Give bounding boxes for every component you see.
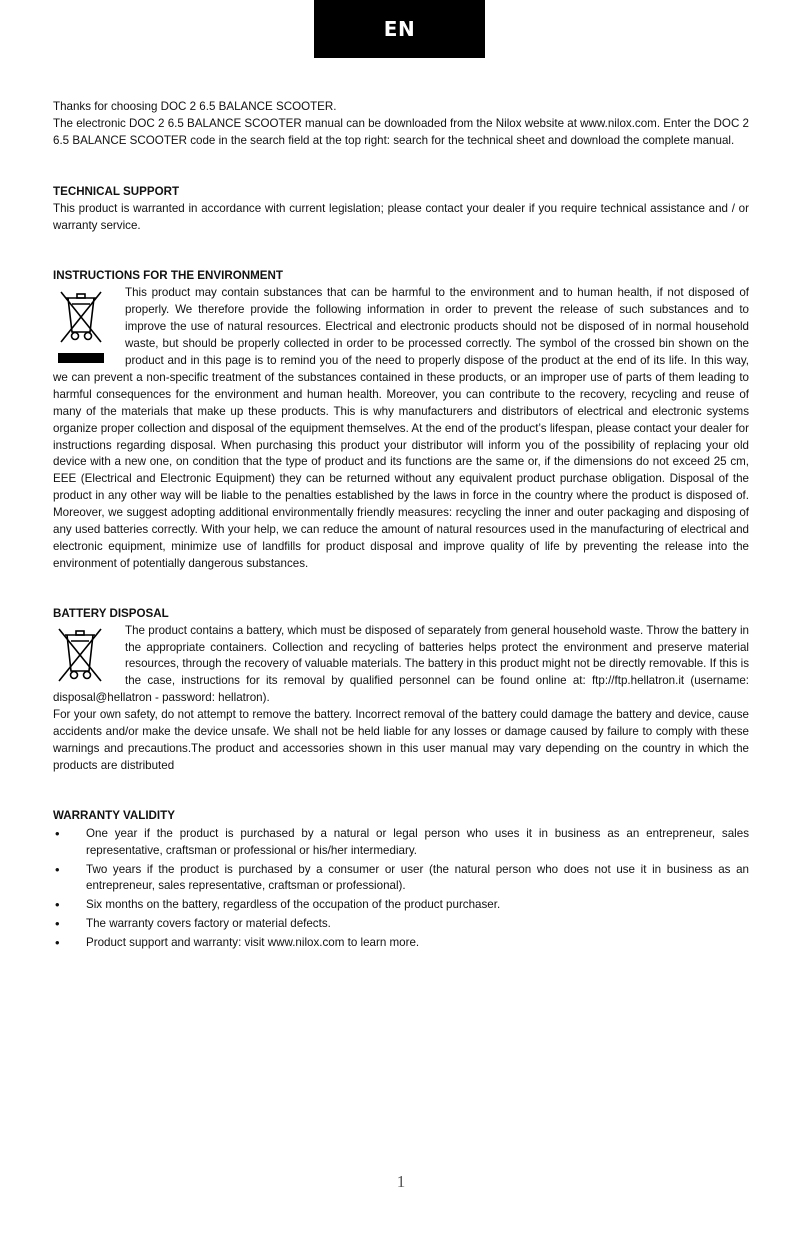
bullet-icon: • <box>55 916 60 932</box>
warranty-item-text: Two years if the product is purchased by a consumer or user (the natural person who does not use it in business as an entrepreneur, sales representative, craftsman or professional). <box>86 862 749 893</box>
battery-body: The product contains a battery, which must be disposed of separately from general household waste. Throw the battery in the appropriate containers. Collection and recycling of batteries helps protect the environment and preserve material resources, through the recovery of valuable materials. The battery in this product might not be directly removable. If this is the case, instructions for its removal by qualified personnel can be found online at: ftp://ftp.hellatron.it (username: disposal@hellatron - password: hellatron). <box>53 623 749 705</box>
battery-safety: For your own safety, do not attempt to remove the battery. Incorrect removal of the battery could damage the battery and device, cause accidents and/or make the device unsafe. We shall not be held liable for any losses or damage caused by failure to comply with these warnings and precautions.The product and accessories shown in this user manual may vary depending on the country in which the products are distributed <box>53 708 749 772</box>
list-item <box>53 862 749 896</box>
warranty-item-text: Product support and warranty: visit www.nilox.com to learn more. <box>86 936 420 950</box>
language-tab: EN <box>314 0 485 58</box>
warranty-heading: WARRANTY VALIDITY <box>53 808 175 822</box>
list-item <box>53 826 749 860</box>
intro-manual-info: The electronic DOC 2 6.5 BALANCE SCOOTER manual can be downloaded from the Nilox website at www.nilox.com. Enter the DOC 2 6.5 BALANCE SCOOTER code in the search field at the top right: search for the technical sheet and download the complete manual. <box>53 116 749 147</box>
page-number: 1 <box>396 1172 406 1191</box>
warranty-item-text: Six months on the battery, regardless of the occupation of the product purchaser. <box>86 898 501 912</box>
warranty-item-text: One year if the product is purchased by a natural or legal person who uses it in business as an entrepreneur, sales representative, craftsman or professional or his/her intermediary. <box>86 826 749 857</box>
intro-thanks: Thanks for choosing DOC 2 6.5 BALANCE SCOOTER. <box>53 100 337 113</box>
technical-support-body: This product is warranted in accordance with current legislation; please contact your dealer if you require technical assistance and / or warranty service. <box>53 201 749 232</box>
list-item <box>53 897 749 914</box>
warranty-list <box>53 826 749 952</box>
warranty-item-text: The warranty covers factory or material defects. <box>86 917 331 931</box>
bullet-icon: • <box>55 825 60 841</box>
document-body <box>53 99 749 954</box>
list-item <box>53 916 749 933</box>
technical-support-heading: TECHNICAL SUPPORT <box>53 184 180 198</box>
battery-section <box>53 623 749 708</box>
environment-section <box>53 285 749 572</box>
list-item <box>53 935 749 952</box>
crossed-bin-icon <box>53 625 109 689</box>
environment-heading: INSTRUCTIONS FOR THE ENVIRONMENT <box>53 269 283 283</box>
bullet-icon: • <box>55 861 60 877</box>
crossed-bin-icon <box>53 288 109 363</box>
bullet-icon: • <box>55 897 60 913</box>
environment-body: This product may contain substances that can be harmful to the environment and to human health, if not disposed of properly. We therefore provide the following information in order to prevent the release of such substances and to improve the use of natural resources. Electrical and electronic products should not be disposed of in normal household waste, but should be properly collected in order to be processed correctly. The symbol of the crossed bin shown on the product and in this page is to remind you of the need to properly dispose of the product at the end of its life. In this way, we can prevent a non-specific treatment of the substances contained in these products, or an improper use of parts of them leading to harmful consequences for the environment and human health. Moreover, you can contribute to the recovery, recycling and reuse of many of the materials that make up these products. This is why manufacturers and distributors of electrical and electronic systems organize proper collection and disposal of the equipment themselves. At the end of the product’s lifespan, please contact your dealer for instructions regarding disposal. When purchasing this product your distributor will inform you of the possibility of replacing your old device with a new one, on condition that the type of product and its functions are the same or, if the dimensions do not exceed 25 cm, EEE (Electrical and Electronic Equipment) they can be returned without any equivalent product purchase obligation. Disposal of the product in any other way will be liable to the penalties established by the laws in force in the country where the product is disposed of. Moreover, we suggest adopting additional environmentally friendly measures: recycling the inner and outer packaging and disposing of any used batteries correctly. With your help, we can reduce the amount of natural resources used in the manufacturing of electrical and electronic equipment, minimize use of landfills for product disposal and improve quality of life by preventing the release into the environment of potentially dangerous substances. <box>53 286 749 570</box>
battery-heading: BATTERY DISPOSAL <box>53 606 169 620</box>
bullet-icon: • <box>55 935 60 951</box>
